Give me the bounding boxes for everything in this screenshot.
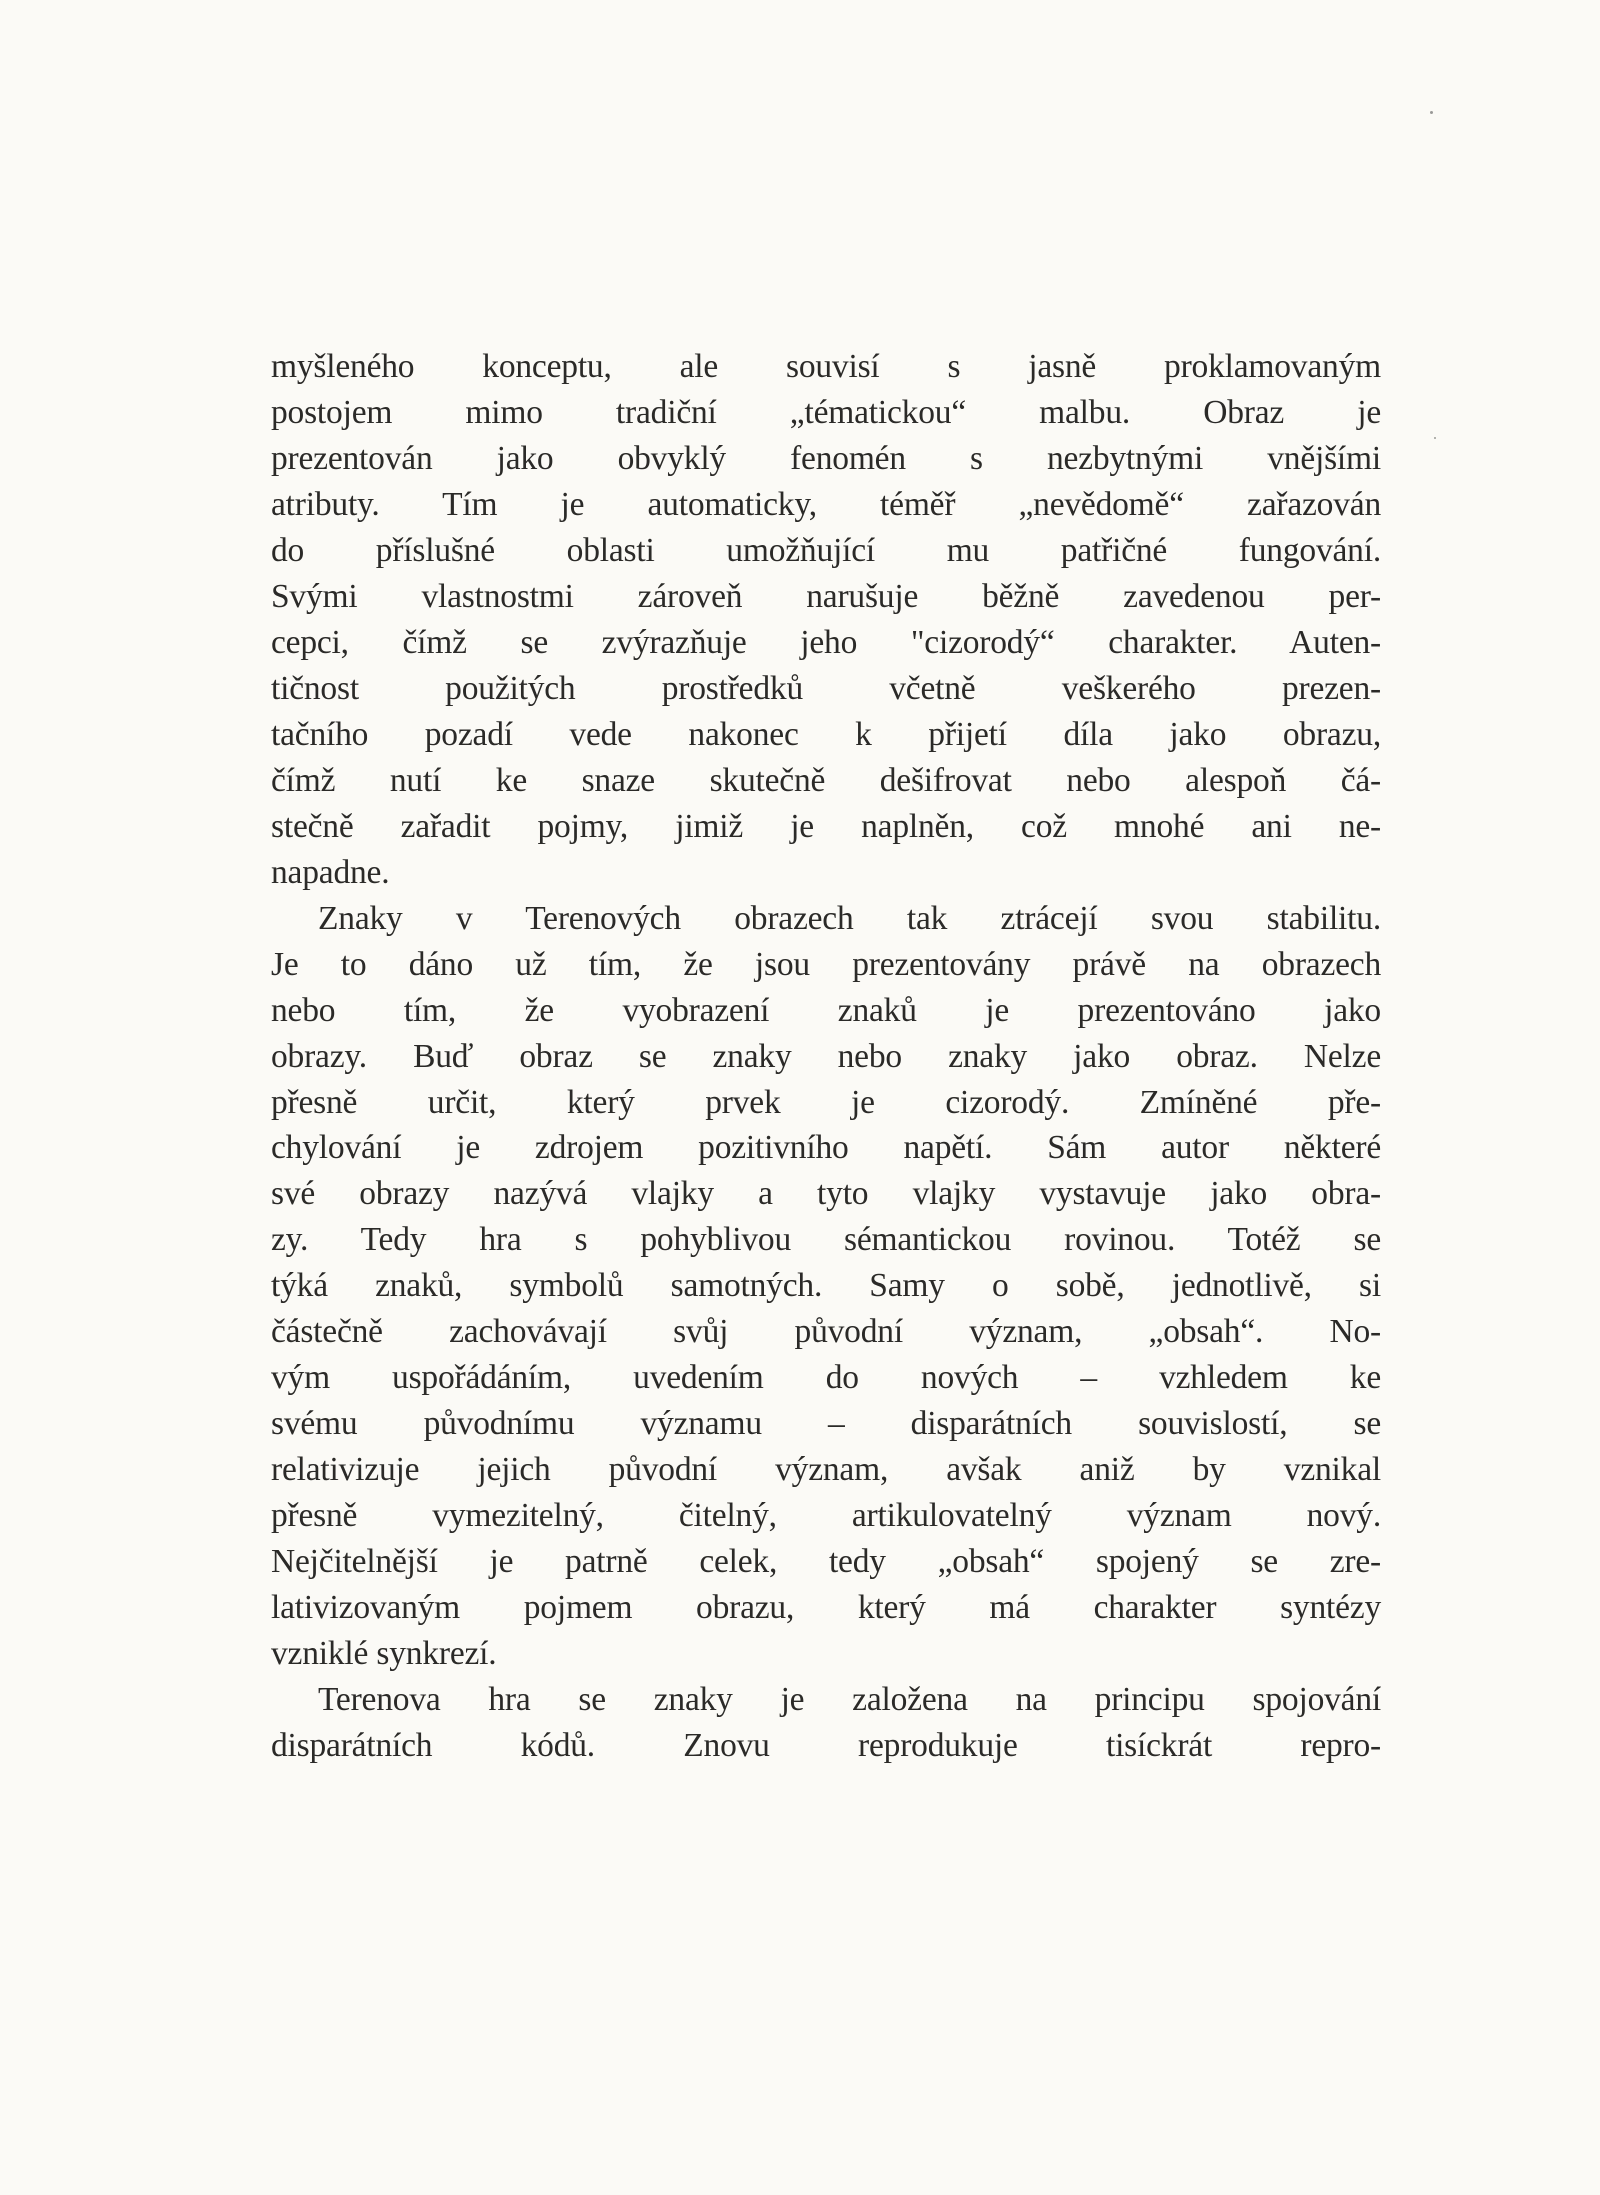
text-line: tačního pozadí vede nakonec k přijetí díla jako obrazu, [271,715,1381,753]
text-line: do příslušné oblasti umožňující mu patřičné fungování. [271,531,1381,569]
text-line: cepci, čímž se zvýrazňuje jeho "cizorodý“ charakter. Auten- [271,623,1381,661]
text-line: svému původnímu významu – disparátních souvislostí, se [271,1405,1381,1443]
text-line: Znaky v Terenových obrazech tak ztrácejí svou stabilitu. [318,899,1381,937]
text-line: přesně určit, který prvek je cizorodý. Zmíněné pře- [271,1083,1381,1121]
text-line: postojem mimo tradiční „tématickou“ malbu. Obraz je [271,393,1381,431]
text-line: částečně zachovávají svůj původní význam, „obsah“. No- [271,1313,1381,1351]
text-line: nebo tím, že vyobrazení znaků je prezentováno jako [271,991,1381,1029]
text-line: přesně vymezitelný, čitelný, artikulovatelný význam nový. [271,1497,1381,1535]
text-line: týká znaků, symbolů samotných. Samy o sobě, jednotlivě, si [271,1267,1381,1305]
text-line: čímž nutí ke snaze skutečně dešifrovat nebo alespoň čá- [271,761,1381,799]
text-line: myšleného konceptu, ale souvisí s jasně proklamovaným [271,348,1381,385]
text-line: vzniklé synkrezí. [271,1635,497,1673]
text-line: Je to dáno už tím, že jsou prezentovány právě na obrazech [271,945,1381,983]
text-line: atributy. Tím je automaticky, téměř „nevědomě“ zařazován [271,485,1381,523]
text-line: obrazy. Buď obraz se znaky nebo znaky jako obraz. Nelze [271,1037,1381,1075]
scan-speck [1430,111,1433,114]
text-line: chylování je zdrojem pozitivního napětí. Sám autor některé [271,1129,1381,1167]
text-line: své obrazy nazývá vlajky a tyto vlajky vystavuje jako obra- [271,1175,1381,1213]
paragraph-3 [271,1677,1381,1769]
text-line: disparátních kódů. Znovu reprodukuje tisíckrát repro- [271,1727,1381,1765]
text-line: tičnost použitých prostředků včetně veškerého prezen- [271,669,1381,707]
text-line: Svými vlastnostmi zároveň narušuje běžně zavedenou per- [271,577,1381,615]
paragraph-2 [271,896,1381,1677]
text-line: relativizuje jejich původní význam, avšak aniž by vznikal [271,1451,1381,1489]
text-line: napadne. [271,853,390,891]
text-line: lativizovaným pojmem obrazu, který má charakter syntézy [271,1589,1381,1627]
scan-speck [1434,437,1436,439]
text-line: vým uspořádáním, uvedením do nových – vzhledem ke [271,1359,1381,1397]
body-text [271,344,1381,1769]
text-line: Terenova hra se znaky je založena na principu spojování [318,1681,1381,1719]
text-line: Nejčitelnější je patrně celek, tedy „obsah“ spojený se zre- [271,1543,1381,1581]
paragraph-1 [271,344,1381,896]
text-line: stečně zařadit pojmy, jimiž je naplněn, což mnohé ani ne- [271,807,1381,845]
text-line: prezentován jako obvyklý fenomén s nezbytnými vnějšími [271,439,1381,477]
text-line: zy. Tedy hra s pohyblivou sémantickou rovinou. Totéž se [271,1221,1381,1259]
